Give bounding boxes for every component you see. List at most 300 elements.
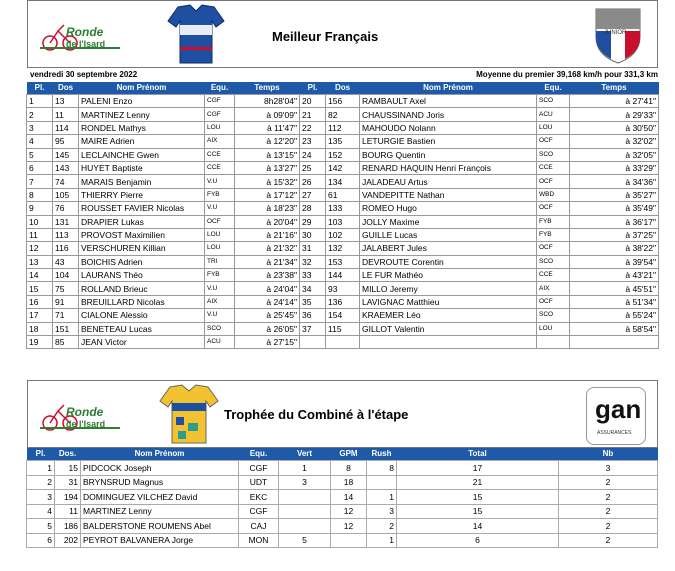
cell-rider-name bbox=[360, 336, 537, 349]
combine-col-header: Nb bbox=[559, 448, 658, 461]
cell-place: 28 bbox=[300, 202, 326, 215]
cell-time: à 27'15" bbox=[235, 336, 300, 349]
cell-team: OCF bbox=[537, 202, 570, 215]
cell-bib: 91 bbox=[53, 295, 79, 308]
cell-place: 2 bbox=[27, 108, 53, 121]
cell-team: MON bbox=[239, 533, 279, 548]
results-col-header: Temps bbox=[570, 82, 659, 95]
logo-text-ronde-2: Ronde bbox=[66, 405, 104, 419]
cell-bib: 154 bbox=[326, 309, 360, 322]
cell-place: 33 bbox=[300, 269, 326, 282]
table-row bbox=[27, 135, 659, 148]
table-row bbox=[27, 533, 658, 548]
cell-gpm bbox=[331, 533, 367, 548]
cell-place: 22 bbox=[300, 121, 326, 134]
cell-time: à 27'41" bbox=[570, 95, 659, 108]
table-row bbox=[27, 490, 658, 505]
table-row bbox=[27, 175, 659, 188]
cell-rush: 1 bbox=[367, 533, 397, 548]
table-row bbox=[27, 148, 659, 161]
cell-rider-name: JOLLY Maxime bbox=[360, 215, 537, 228]
cell-team: V.U bbox=[205, 175, 235, 188]
cell-rush: 8 bbox=[367, 461, 397, 476]
cell-time: à 36'17" bbox=[570, 215, 659, 228]
cell-team: SCO bbox=[537, 309, 570, 322]
cell-bib: 144 bbox=[326, 269, 360, 282]
combine-col-header: Equ. bbox=[239, 448, 279, 461]
cell-rider-name: MARTINEZ Lenny bbox=[81, 504, 239, 519]
cell-team: CGF bbox=[239, 461, 279, 476]
table-row bbox=[27, 215, 659, 228]
cell-place: 20 bbox=[300, 95, 326, 108]
cell-nb: 2 bbox=[559, 533, 658, 548]
cell-time: à 21'16" bbox=[235, 228, 300, 241]
cell-rider-name: BENETEAU Lucas bbox=[79, 322, 205, 335]
combine-col-header: Total bbox=[397, 448, 559, 461]
cell-team: FYB bbox=[537, 228, 570, 241]
table-row bbox=[27, 336, 659, 349]
cell-team: LOU bbox=[537, 322, 570, 335]
cell-place: 12 bbox=[27, 242, 53, 255]
results-col-header: Nom Prénom bbox=[360, 82, 537, 95]
results-col-header: Pl. bbox=[300, 82, 326, 95]
cell-nb: 2 bbox=[559, 519, 658, 534]
cell-bib: 76 bbox=[53, 202, 79, 215]
cell-rider-name: RONDEL Mathys bbox=[79, 121, 205, 134]
cell-bib: 104 bbox=[53, 269, 79, 282]
cell-bib: 156 bbox=[326, 95, 360, 108]
cell-team bbox=[537, 336, 570, 349]
combine-col-header: Pl. bbox=[27, 448, 55, 461]
cell-place: 4 bbox=[27, 504, 55, 519]
cell-bib: 153 bbox=[326, 255, 360, 268]
cell-rider-name: DOMINGUEZ VILCHEZ David bbox=[81, 490, 239, 505]
cell-time: à 20'04" bbox=[235, 215, 300, 228]
cell-gpm: 18 bbox=[331, 475, 367, 490]
cell-team: V.U bbox=[205, 202, 235, 215]
header-panel bbox=[27, 0, 658, 68]
cell-rider-name: LAVIGNAC Matthieu bbox=[360, 295, 537, 308]
table-row bbox=[27, 255, 659, 268]
combine-col-header: GPM bbox=[331, 448, 367, 461]
cell-place: 30 bbox=[300, 228, 326, 241]
cell-time: à 13'15" bbox=[235, 148, 300, 161]
cell-vert: 1 bbox=[279, 461, 331, 476]
cell-bib: 132 bbox=[326, 242, 360, 255]
cell-place: 25 bbox=[300, 161, 326, 174]
ronde-isard-logo bbox=[36, 17, 126, 53]
table-row bbox=[27, 282, 659, 295]
cell-time: à 51'34" bbox=[570, 295, 659, 308]
logo-text-isard: de l'Isard bbox=[66, 39, 106, 49]
cell-team: OCF bbox=[205, 215, 235, 228]
cell-place: 11 bbox=[27, 228, 53, 241]
cell-place: 14 bbox=[27, 269, 53, 282]
cell-team: CCE bbox=[537, 269, 570, 282]
cell-place: 5 bbox=[27, 519, 55, 534]
cell-bib: 11 bbox=[55, 504, 81, 519]
cell-place: 1 bbox=[27, 95, 53, 108]
cell-place: 37 bbox=[300, 322, 326, 335]
combine-table bbox=[26, 448, 658, 548]
cell-bib: 194 bbox=[55, 490, 81, 505]
cell-bib: 202 bbox=[55, 533, 81, 548]
table-row bbox=[27, 519, 658, 534]
cell-team: ACU bbox=[205, 336, 235, 349]
cell-bib: 142 bbox=[326, 161, 360, 174]
cell-rider-name: HUYET Baptiste bbox=[79, 161, 205, 174]
cell-rider-name: MARAIS Benjamin bbox=[79, 175, 205, 188]
cell-time: à 11'47" bbox=[235, 121, 300, 134]
cell-bib: 145 bbox=[53, 148, 79, 161]
cell-rider-name: ROLLAND Brieuc bbox=[79, 282, 205, 295]
cell-time: à 21'32" bbox=[235, 242, 300, 255]
cell-rider-name: PEYROT BALVANERA Jorge bbox=[81, 533, 239, 548]
cell-team: LOU bbox=[205, 121, 235, 134]
cell-team: SCO bbox=[537, 95, 570, 108]
cell-vert bbox=[279, 519, 331, 534]
cell-bib: 151 bbox=[53, 322, 79, 335]
cell-time: à 15'32" bbox=[235, 175, 300, 188]
cell-nb: 2 bbox=[559, 490, 658, 505]
cell-place: 32 bbox=[300, 255, 326, 268]
results-col-header: Temps bbox=[235, 82, 300, 95]
cell-place: 36 bbox=[300, 309, 326, 322]
cell-rider-name: THIERRY Pierre bbox=[79, 188, 205, 201]
results-header-row bbox=[27, 82, 659, 95]
cell-rider-name: JALABERT Jules bbox=[360, 242, 537, 255]
race-date: vendredi 30 septembre 2022 bbox=[30, 70, 138, 79]
cell-bib: 82 bbox=[326, 108, 360, 121]
cell-time: à 45'51" bbox=[570, 282, 659, 295]
cell-team: FYB bbox=[205, 269, 235, 282]
cell-bib: 75 bbox=[53, 282, 79, 295]
cell-place: 1 bbox=[27, 461, 55, 476]
cell-bib bbox=[326, 336, 360, 349]
cell-place: 34 bbox=[300, 282, 326, 295]
cell-rider-name: MAHOUDO Nolann bbox=[360, 121, 537, 134]
cell-bib: 93 bbox=[326, 282, 360, 295]
cell-nb: 3 bbox=[559, 461, 658, 476]
cell-time bbox=[570, 336, 659, 349]
cell-time: à 38'22" bbox=[570, 242, 659, 255]
cell-gpm: 12 bbox=[331, 504, 367, 519]
cell-time: à 25'45" bbox=[235, 309, 300, 322]
cell-rider-name: LE FUR Mathéo bbox=[360, 269, 537, 282]
cell-time: à 35'49" bbox=[570, 202, 659, 215]
cell-time: à 30'50" bbox=[570, 121, 659, 134]
cell-bib: 85 bbox=[53, 336, 79, 349]
cell-place: 5 bbox=[27, 148, 53, 161]
cell-team: V.U bbox=[205, 282, 235, 295]
cell-place: 6 bbox=[27, 161, 53, 174]
ronde-isard-logo-2 bbox=[36, 397, 126, 433]
cell-bib: 105 bbox=[53, 188, 79, 201]
cell-bib: 31 bbox=[55, 475, 81, 490]
table-row bbox=[27, 202, 659, 215]
cell-place: 3 bbox=[27, 121, 53, 134]
combine-col-header: Dos. bbox=[55, 448, 81, 461]
cell-time: à 17'12" bbox=[235, 188, 300, 201]
cell-place: 16 bbox=[27, 295, 53, 308]
cell-bib: 133 bbox=[326, 202, 360, 215]
cell-bib: 13 bbox=[53, 95, 79, 108]
cell-place: 10 bbox=[27, 215, 53, 228]
table-row bbox=[27, 228, 659, 241]
cell-bib: 115 bbox=[326, 322, 360, 335]
cell-bib: 116 bbox=[53, 242, 79, 255]
table-row bbox=[27, 108, 659, 121]
cell-place: 7 bbox=[27, 175, 53, 188]
cell-place: 27 bbox=[300, 188, 326, 201]
cell-rider-name: GUILLE Lucas bbox=[360, 228, 537, 241]
results-table bbox=[26, 82, 659, 349]
jersey-icon bbox=[166, 3, 226, 65]
logo-text-ronde: Ronde bbox=[66, 25, 104, 39]
page-title: Meilleur Français bbox=[272, 29, 379, 44]
combine-col-header: Nom Prénom bbox=[81, 448, 239, 461]
cell-bib: 74 bbox=[53, 175, 79, 188]
cell-rider-name: LETURGIE Bastien bbox=[360, 135, 537, 148]
cell-place: 13 bbox=[27, 255, 53, 268]
table-row bbox=[27, 295, 659, 308]
cell-team: TRI bbox=[205, 255, 235, 268]
cell-vert bbox=[279, 504, 331, 519]
cell-rider-name: DEVROUTE Corentin bbox=[360, 255, 537, 268]
cell-bib: 61 bbox=[326, 188, 360, 201]
cell-time: à 12'20" bbox=[235, 135, 300, 148]
table-row bbox=[27, 475, 658, 490]
cell-total: 21 bbox=[397, 475, 559, 490]
cell-place: 9 bbox=[27, 202, 53, 215]
cell-total: 17 bbox=[397, 461, 559, 476]
cell-rider-name: JALADEAU Artus bbox=[360, 175, 537, 188]
cell-place: 29 bbox=[300, 215, 326, 228]
cell-time: 8h28'04" bbox=[235, 95, 300, 108]
gan-logo-sub: ASSURANCES bbox=[597, 430, 632, 436]
results-col-header: Dos bbox=[326, 82, 360, 95]
gan-logo-text: gan bbox=[595, 394, 642, 424]
cell-bib: 11 bbox=[53, 108, 79, 121]
table-row bbox=[27, 242, 659, 255]
cell-bib: 112 bbox=[326, 121, 360, 134]
cell-rider-name: VERSCHUREN Killian bbox=[79, 242, 205, 255]
cell-team: CCE bbox=[537, 161, 570, 174]
results-col-header: Nom Prénom bbox=[79, 82, 205, 95]
cell-bib: 131 bbox=[53, 215, 79, 228]
cell-team: V.U bbox=[205, 309, 235, 322]
cell-gpm: 8 bbox=[331, 461, 367, 476]
cell-place: 15 bbox=[27, 282, 53, 295]
cell-rider-name: PALENI Enzo bbox=[79, 95, 205, 108]
cell-rider-name: BOURG Quentin bbox=[360, 148, 537, 161]
cell-rush: 1 bbox=[367, 490, 397, 505]
cell-total: 15 bbox=[397, 504, 559, 519]
cell-time: à 24'04" bbox=[235, 282, 300, 295]
cell-team: CGF bbox=[205, 95, 235, 108]
cell-team: FYB bbox=[537, 215, 570, 228]
cell-rider-name: BALDERSTONE ROUMENS Abel bbox=[81, 519, 239, 534]
cell-vert: 3 bbox=[279, 475, 331, 490]
cell-total: 14 bbox=[397, 519, 559, 534]
cell-team: CGF bbox=[239, 504, 279, 519]
cell-rider-name: CHAUSSINAND Joris bbox=[360, 108, 537, 121]
cell-time: à 32'05" bbox=[570, 148, 659, 161]
cell-team: WBD bbox=[537, 188, 570, 201]
cell-time: à 39'54" bbox=[570, 255, 659, 268]
table-row bbox=[27, 504, 658, 519]
cell-rush: 2 bbox=[367, 519, 397, 534]
cell-team: AIX bbox=[205, 295, 235, 308]
cell-bib: 136 bbox=[326, 295, 360, 308]
cell-time: à 35'27" bbox=[570, 188, 659, 201]
cell-rider-name: KRAEMER Léo bbox=[360, 309, 537, 322]
cell-team: OCF bbox=[537, 175, 570, 188]
cell-place: 3 bbox=[27, 490, 55, 505]
cell-team: LOU bbox=[205, 228, 235, 241]
cell-team: LOU bbox=[205, 242, 235, 255]
results-col-header: Pl. bbox=[27, 82, 53, 95]
cell-time: à 21'34" bbox=[235, 255, 300, 268]
combine-col-header: Rush bbox=[367, 448, 397, 461]
gan-logo bbox=[586, 387, 646, 445]
cell-time: à 09'09" bbox=[235, 108, 300, 121]
cell-place: 21 bbox=[300, 108, 326, 121]
combine-title: Trophée du Combiné à l'étape bbox=[224, 407, 409, 422]
cell-team: UDT bbox=[239, 475, 279, 490]
combine-panel bbox=[27, 380, 658, 448]
cell-place: 35 bbox=[300, 295, 326, 308]
cell-team: OCF bbox=[537, 242, 570, 255]
cell-time: à 43'21" bbox=[570, 269, 659, 282]
cell-rider-name: JEAN Victor bbox=[79, 336, 205, 349]
cell-total: 6 bbox=[397, 533, 559, 548]
cell-time: à 37'25" bbox=[570, 228, 659, 241]
cell-team: SCO bbox=[537, 148, 570, 161]
cell-bib: 152 bbox=[326, 148, 360, 161]
shield-label: JUNIOR bbox=[604, 30, 627, 36]
cell-rider-name: ROUSSET FAVIER Nicolas bbox=[79, 202, 205, 215]
table-row bbox=[27, 461, 658, 476]
cell-bib: 95 bbox=[53, 135, 79, 148]
cell-time: à 55'24" bbox=[570, 309, 659, 322]
table-row bbox=[27, 269, 659, 282]
cell-rider-name: MILLO Jeremy bbox=[360, 282, 537, 295]
table-row bbox=[27, 188, 659, 201]
results-col-header: Equ. bbox=[537, 82, 570, 95]
cell-place: 6 bbox=[27, 533, 55, 548]
results-col-header: Equ. bbox=[205, 82, 235, 95]
cell-time: à 24'14" bbox=[235, 295, 300, 308]
cell-time: à 26'05" bbox=[235, 322, 300, 335]
cell-bib: 113 bbox=[53, 228, 79, 241]
cell-time: à 32'02" bbox=[570, 135, 659, 148]
table-row bbox=[27, 161, 659, 174]
cell-nb: 2 bbox=[559, 504, 658, 519]
cell-team: OCF bbox=[537, 295, 570, 308]
cell-time: à 58'54" bbox=[570, 322, 659, 335]
cell-team: CAJ bbox=[239, 519, 279, 534]
tricolor-shield-icon bbox=[594, 7, 642, 65]
cell-rider-name: RENARD HAQUIN Henri François bbox=[360, 161, 537, 174]
cell-rider-name: RAMBAULT Axel bbox=[360, 95, 537, 108]
cell-team: AIX bbox=[205, 135, 235, 148]
cell-team: CCE bbox=[205, 148, 235, 161]
cell-place: 4 bbox=[27, 135, 53, 148]
cell-place: 18 bbox=[27, 322, 53, 335]
combine-jersey-icon bbox=[158, 383, 220, 445]
table-row bbox=[27, 322, 659, 335]
table-row bbox=[27, 309, 659, 322]
cell-rider-name: LECLAINCHE Gwen bbox=[79, 148, 205, 161]
combine-col-header: Vert bbox=[279, 448, 331, 461]
cell-rider-name: MAIRE Adrien bbox=[79, 135, 205, 148]
cell-bib: 114 bbox=[53, 121, 79, 134]
combine-header-row bbox=[27, 448, 658, 461]
cell-place: 2 bbox=[27, 475, 55, 490]
table-row bbox=[27, 95, 659, 108]
cell-team: SCO bbox=[205, 322, 235, 335]
cell-bib: 15 bbox=[55, 461, 81, 476]
cell-time: à 29'33" bbox=[570, 108, 659, 121]
cell-time: à 33'29" bbox=[570, 161, 659, 174]
table-row bbox=[27, 121, 659, 134]
cell-rider-name: VANDEPITTE Nathan bbox=[360, 188, 537, 201]
cell-rider-name: PROVOST Maximilien bbox=[79, 228, 205, 241]
cell-rider-name: BOICHIS Adrien bbox=[79, 255, 205, 268]
cell-bib: 71 bbox=[53, 309, 79, 322]
cell-rush: 3 bbox=[367, 504, 397, 519]
cell-vert bbox=[279, 490, 331, 505]
cell-bib: 102 bbox=[326, 228, 360, 241]
cell-time: à 18'23" bbox=[235, 202, 300, 215]
cell-rider-name: BREUILLARD Nicolas bbox=[79, 295, 205, 308]
cell-rider-name: ROMEO Hugo bbox=[360, 202, 537, 215]
cell-bib: 103 bbox=[326, 215, 360, 228]
cell-rider-name: BRYNSRUD Magnus bbox=[81, 475, 239, 490]
cell-place: 23 bbox=[300, 135, 326, 148]
cell-team: AIX bbox=[537, 282, 570, 295]
cell-place: 24 bbox=[300, 148, 326, 161]
cell-place: 8 bbox=[27, 188, 53, 201]
cell-team: ACU bbox=[537, 108, 570, 121]
cell-gpm: 12 bbox=[331, 519, 367, 534]
cell-place: 19 bbox=[27, 336, 53, 349]
cell-team: FYB bbox=[205, 188, 235, 201]
cell-team: SCO bbox=[537, 255, 570, 268]
cell-time: à 23'38" bbox=[235, 269, 300, 282]
cell-time: à 34'36" bbox=[570, 175, 659, 188]
cell-gpm: 14 bbox=[331, 490, 367, 505]
cell-rider-name: DRAPIER Lukas bbox=[79, 215, 205, 228]
cell-rider-name: LAURANS Théo bbox=[79, 269, 205, 282]
cell-place: 26 bbox=[300, 175, 326, 188]
cell-rider-name: CIALONE Alessio bbox=[79, 309, 205, 322]
average-speed: Moyenne du premier 39,168 km/h pour 331,3 km bbox=[476, 70, 658, 79]
cell-vert: 5 bbox=[279, 533, 331, 548]
cell-place: 17 bbox=[27, 309, 53, 322]
cell-rider-name: MARTINEZ Lenny bbox=[79, 108, 205, 121]
cell-bib: 43 bbox=[53, 255, 79, 268]
cell-nb: 2 bbox=[559, 475, 658, 490]
cell-team: CGF bbox=[205, 108, 235, 121]
cell-team: LOU bbox=[537, 121, 570, 134]
logo-text-isard-2: de l'Isard bbox=[66, 419, 106, 429]
cell-bib: 135 bbox=[326, 135, 360, 148]
cell-bib: 186 bbox=[55, 519, 81, 534]
cell-rider-name: PIDCOCK Joseph bbox=[81, 461, 239, 476]
cell-team: CCE bbox=[205, 161, 235, 174]
